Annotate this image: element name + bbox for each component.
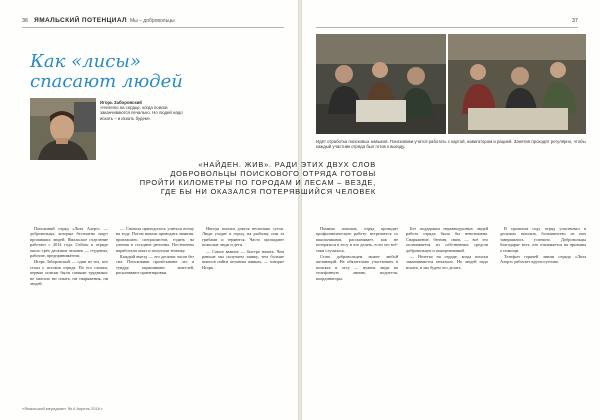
page-number-left: 36 <box>22 17 29 24</box>
paragraph: Поисковый отряд «Лиза Алерт» — добровольцы, которые бесплатно ищут пропавших людей. Ямальское отделение работает с 2014 года. Сейчас в отряде около трёх десятков человек — студенты, рабочие, предприниматели. <box>30 226 108 259</box>
lead-line-2: ДОБРОВОЛЬЦЫ ПОИСКОВОГО ОТРЯДА ГОТОВЫ <box>170 169 376 178</box>
left-column-2 <box>116 226 194 277</box>
lead-line-3: ПРОЙТИ КИЛОМЕТРЫ ПО ГОРОДАМ И ЛЕСАМ – ВЕЗДЕ, <box>139 178 376 187</box>
left-column-1 <box>30 226 108 287</box>
right-column-2 <box>406 226 488 271</box>
paragraph: — Сначала приходилось учиться всему на ходу. Потом начали проводить занятия, приглашать специалистов, ездить на учения в соседние регионы. Постепенно наработали опыт и получили технику. <box>116 226 194 253</box>
team-photo-right <box>448 34 586 134</box>
team-photo-left <box>316 34 446 134</box>
header-rule-right <box>316 27 578 28</box>
paragraph: — Самое важное — быстро начать. Чем раньше мы получаем заявку, тем больше шансов найти человека живым, — говорит Игорь. <box>202 248 284 270</box>
page-number-right: 37 <box>571 17 578 24</box>
portrait-caption-name: Игорь Заборовский <box>100 100 142 105</box>
article-lead <box>76 160 376 196</box>
right-column-3 <box>500 226 586 266</box>
paragraph: Помимо поисков, отряд проводит профилактическую работу: встречается со школьниками, рассказывает, как не потеряться в лесу и что делать, если это всё-таки случилось. <box>316 226 398 253</box>
portrait-illustration <box>30 98 96 160</box>
paragraph: Стать добровольцем может любой желающий. Не обязательно участвовать в поисках в лесу — нужны люди на телефонную линию, водители, координаторы. <box>316 254 398 281</box>
paragraph: В прошлом году отряд участвовал в десятках поисков, большинство из них завершились успешно. Добровольцы благодарят всех, кто откликается на призывы о помощи. <box>500 226 586 253</box>
header-rule-left <box>22 27 284 28</box>
right-column-1 <box>316 226 398 282</box>
team-illustration-left <box>316 34 446 134</box>
article-title-line1: Как «лисы» <box>30 51 141 72</box>
paragraph: Игорь Заборовский — один из тех, кто стоял у истоков отряда. По его словам, первые поиски были самыми трудными: не хватало ни опыта, ни снаряжения, ни людей. <box>30 259 108 287</box>
article-title-line2: спасают людей <box>30 71 183 92</box>
section-subtitle: Мы – добровольцы <box>129 17 175 24</box>
team-illustration-right <box>448 34 586 134</box>
portrait-photo <box>30 98 96 160</box>
portrait-caption-text: «Нелегко на сердце, когда поиски заканчиваются печально. Но людей надо искать – и искать будем». <box>100 105 183 121</box>
footer-left: «Ямальский меридиан» № 4 Апрель 2016 г. <box>22 406 104 411</box>
portrait-caption <box>100 100 195 121</box>
paragraph: Без поддержки неравнодушных людей работа отряда была бы невозможна. Снаряжение, бензин, связь — всё это оплачивается из собственных средств добровольцев и пожертвований. <box>406 226 488 253</box>
left-column-3 <box>202 226 284 271</box>
paragraph: Каждый выезд — это десятки часов без сна. Поисковики прочёсывают лес и тундру, опрашивают жителей, расклеивают ориентировки. <box>116 254 194 276</box>
left-page <box>0 0 298 420</box>
team-photo-caption: Идёт отработка поисковых навыков. Поисковики учатся работать с картой, навигатором и рацией. Занятия проходят регулярно, чтобы каждый участник отряда был готов к выезду. <box>316 139 586 150</box>
paragraph: Иногда поиски длятся несколько суток. Люди уходят в город, на рыбалку или за грибами и теряются. Часто пропадают пожилые люди и дети. <box>202 226 284 248</box>
right-header <box>572 16 578 25</box>
article-title <box>30 52 183 92</box>
paragraph: — Нелегко на сердце, когда поиски заканчиваются печально. Но людей надо искать, и мы будем это делать. <box>406 254 488 270</box>
lead-line-1: «НАЙДЕН. ЖИВ». РАДИ ЭТИХ ДВУХ СЛОВ <box>198 160 376 169</box>
lead-line-4: ГДЕ БЫ НИ ОКАЗАЛСЯ ПОТЕРЯВШИЙСЯ ЧЕЛОВЕК <box>160 187 376 196</box>
right-page <box>302 0 600 420</box>
section-title: ЯМАЛЬСКИЙ ПОТЕНЦИАЛ <box>34 17 127 24</box>
paragraph: Телефон горячей линии отряда «Лиза Алерт» работает круглосуточно. <box>500 254 586 265</box>
left-header <box>22 16 175 25</box>
